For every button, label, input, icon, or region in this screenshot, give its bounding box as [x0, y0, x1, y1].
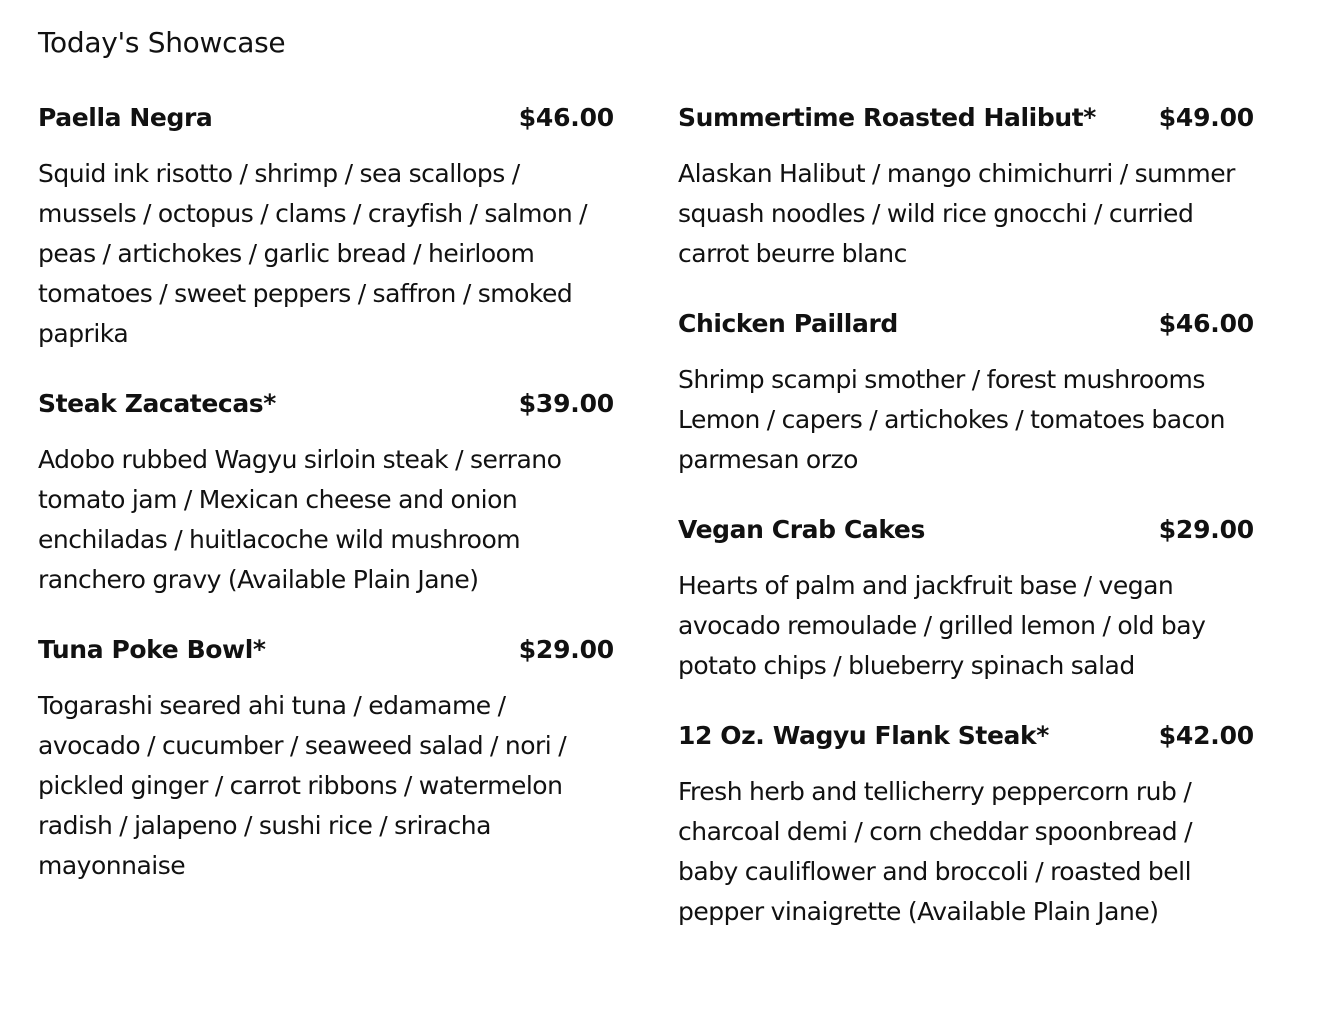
- menu-item-name: Tuna Poke Bowl*: [38, 635, 266, 664]
- menu-item-header: [678, 716, 1254, 756]
- menu-item-price: $42.00: [1158, 721, 1254, 750]
- menu-item-description: Squid ink risotto / shrimp / sea scallops / mussels / octopus / clams / crayfish / salmon / peas / artichokes / garlic bread / heirloom tomatoes / sweet peppers / saffron / smoked paprika: [38, 159, 588, 348]
- menu-item-name: Summertime Roasted Halibut*: [678, 103, 1096, 132]
- page-title: Today's Showcase: [38, 26, 286, 59]
- menu-item-wagyu-flank-steak: [678, 716, 1254, 932]
- menu-item-description: Fresh herb and tellicherry peppercorn rub / charcoal demi / corn cheddar spoonbread / baby cauliflower and broccoli / roasted bell pepper vinaigrette (Available Plain Jane): [678, 777, 1193, 926]
- menu-item-paella-negra: [38, 98, 614, 354]
- menu-column-right: [678, 98, 1254, 962]
- menu-item-description: Alaskan Halibut / mango chimichurri / summer squash noodles / wild rice gnocchi / curried carrot beurre blanc: [678, 159, 1235, 268]
- menu-item-chicken-paillard: [678, 304, 1254, 480]
- menu-item-price: $29.00: [518, 635, 614, 664]
- menu-item-description: Togarashi seared ahi tuna / edamame / avocado / cucumber / seaweed salad / nori / pickled ginger / carrot ribbons / watermelon radish / jalapeno / sushi rice / sriracha mayonnaise: [38, 691, 567, 880]
- menu-item-header: [678, 510, 1254, 550]
- menu-item-name: 12 Oz. Wagyu Flank Steak*: [678, 721, 1049, 750]
- menu-item-name: Paella Negra: [38, 103, 213, 132]
- menu-item-price: $39.00: [518, 389, 614, 418]
- menu-item-header: [678, 304, 1254, 344]
- menu-item-price: $49.00: [1158, 103, 1254, 132]
- menu-item-name: Chicken Paillard: [678, 309, 898, 338]
- menu-item-header: [38, 98, 614, 138]
- menu-item-summertime-roasted-halibut: [678, 98, 1254, 274]
- menu-item-description: Shrimp scampi smother / forest mushrooms Lemon / capers / artichokes / tomatoes bacon parmesan orzo: [678, 365, 1225, 474]
- menu-item-tuna-poke-bowl: [38, 630, 614, 886]
- menu-item-name: Steak Zacatecas*: [38, 389, 276, 418]
- menu-item-price: $46.00: [1158, 309, 1254, 338]
- menu-item-header: [678, 98, 1254, 138]
- menu-column-left: [38, 98, 614, 916]
- menu-item-vegan-crab-cakes: [678, 510, 1254, 686]
- menu-item-header: [38, 630, 614, 670]
- menu-item-name: Vegan Crab Cakes: [678, 515, 925, 544]
- menu-item-description: Adobo rubbed Wagyu sirloin steak / serrano tomato jam / Mexican cheese and onion enchiladas / huitlacoche wild mushroom ranchero gravy (Available Plain Jane): [38, 445, 562, 594]
- menu-item-price: $46.00: [518, 103, 614, 132]
- menu-item-header: [38, 384, 614, 424]
- menu-item-steak-zacatecas: [38, 384, 614, 600]
- menu-item-price: $29.00: [1158, 515, 1254, 544]
- menu-item-description: Hearts of palm and jackfruit base / vegan avocado remoulade / grilled lemon / old bay potato chips / blueberry spinach salad: [678, 571, 1206, 680]
